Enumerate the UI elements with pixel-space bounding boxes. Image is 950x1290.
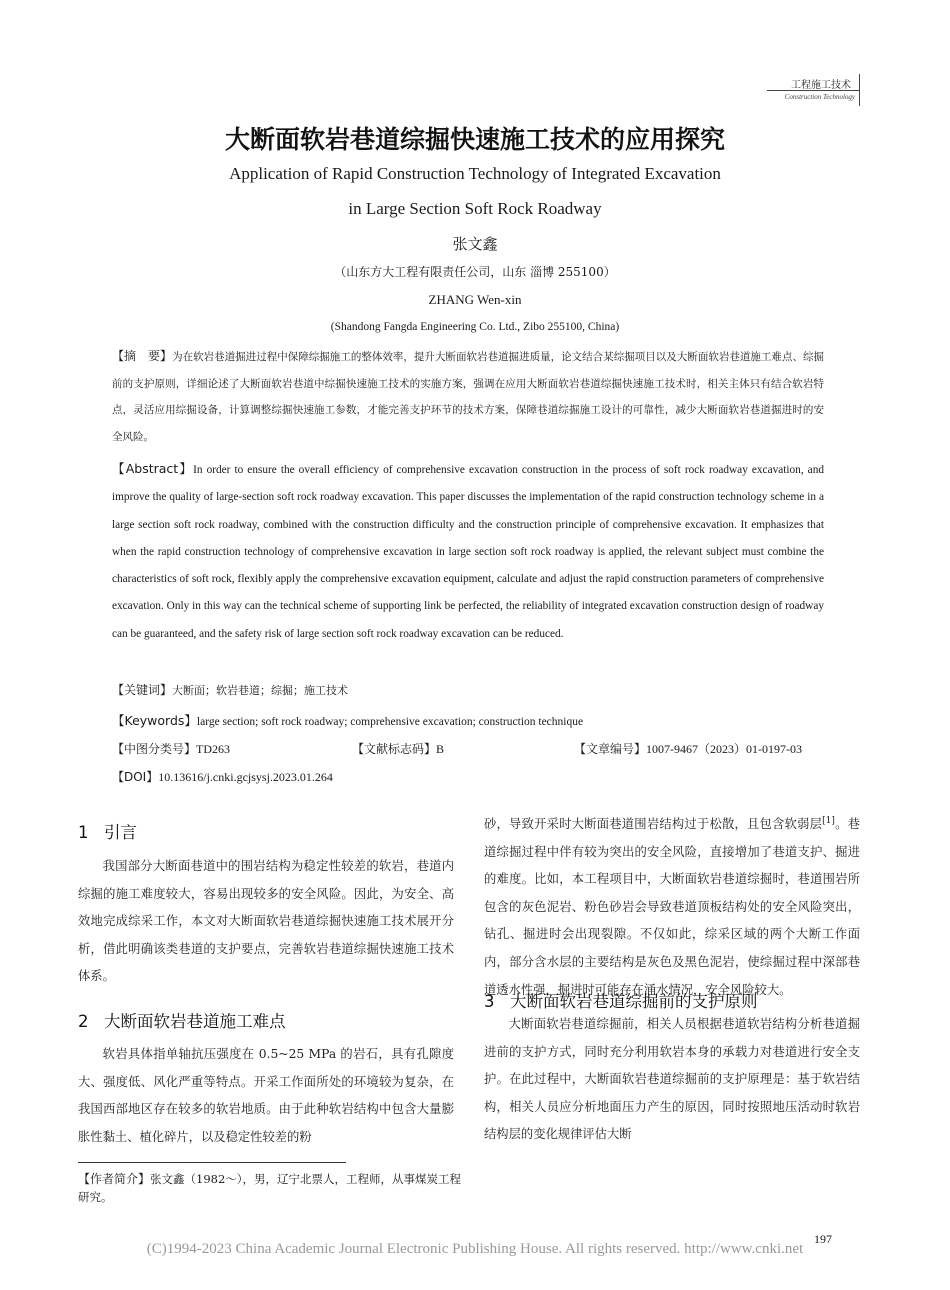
section-3-title: 大断面软岩巷道综掘前的支护原则: [510, 992, 758, 1011]
author-footnote: [78, 1170, 464, 1206]
section-2-heading: [78, 1008, 286, 1032]
abstract-en-text: In order to ensure the overall efficiency of comprehensive excavation construction in the process of soft rock roadway excavation, and improve the quality of large-section soft rock roadway excavation. This paper discusses the implementation of the rapid construction technology scheme in a large section soft rock roadway, combined with the construction difficulty and the construction principle of comprehensive excavation. It emphasizes that when the rapid construction technology of comprehensive excavation in large section soft rock roadway is applied, the relevant subject must combine the characteristics of soft rock, flexibly apply the comprehensive excavation equipment, calculate and adjust the rapid construction parameters of comprehensive excavation. Only in this way can the technical scheme of supporting link be perfected, the reliability of integrated excavation construction design of roadway can be guaranteed, and the safety risk of large section soft rock roadway excavation can be reduced.: [112, 464, 824, 640]
paper-title-en-line2: in Large Section Soft Rock Roadway: [348, 199, 602, 218]
section-2-continued: [484, 808, 860, 1004]
keywords-en-text: large section; soft rock roadway; comprehensive excavation; construction technique: [196, 716, 584, 728]
section-3-body: 大断面软岩巷道综掘前，相关人员根据巷道软岩结构分析巷道掘进前的支护方式，同时充分利用软岩本身的承载力对巷道进行安全支护。在此过程中，大断面软岩巷道综掘前的支护原理是：基于软岩结构，相关人员应分析地面压力产生的原因，同时按照地压活动时软岩结构层的变化规律评估大断: [484, 1017, 860, 1142]
clc-label: 【中图分类号】: [112, 742, 197, 756]
affiliation-en: (Shandong Fangda Engineering Co. Ltd., Zibo 255100, China): [330, 321, 620, 333]
keywords-en: [112, 711, 583, 729]
author-en: ZHANG Wen-xin: [428, 292, 522, 307]
section-2-number: 2: [78, 1012, 89, 1031]
section-2-cont-a: 砂，导致开采时大断面巷道围岩结构过于松散，且包含软弱层: [484, 817, 823, 832]
footnote-label: 【作者简介】: [78, 1172, 151, 1186]
section-2-cont-b: 。巷道综掘过程中伴有较为突出的安全风险，直接增加了巷道支护、掘进的难度。比如，本工程项目中，大断面软岩巷道综掘时，巷道围岩所包含的灰色泥岩、粉色砂岩会导致巷道顶板结构处的安全风险突出，钻孔、掘进时会出现裂隙。不仅如此，综采区域的两个大断工作面内，部分含水层的主要结构是灰色及黑色泥岩，使综掘过程中深部巷道透水性强，掘进时可能存在涌水情况，安全风险较大。: [484, 817, 860, 997]
section-3-number: 3: [484, 992, 495, 1011]
section-2-title: 大断面软岩巷道施工难点: [104, 1012, 286, 1031]
clc-number: [112, 740, 230, 757]
keywords-en-label: 【Keywords】: [112, 713, 197, 728]
author-cn: 张文鑫: [452, 235, 498, 253]
page-number: 197: [814, 1232, 832, 1246]
running-header: [709, 74, 860, 106]
keywords-cn-text: 大断面；软岩巷道；综掘；施工技术: [172, 684, 349, 697]
footnote-divider: [78, 1162, 346, 1163]
article-number-value: 1007-9467（2023）01-0197-03: [646, 742, 803, 756]
section-1-heading: [78, 819, 137, 843]
section-2-body: 软岩具体指单轴抗压强度在 0.5~25 MPa 的岩石，具有孔隙度大、强度低、风化严重等特点。开采工作面所处的环境较为复杂，在我国西部地区存在较多的软岩地质。由于此种软岩结构中包含大量膨胀性黏土、植化碎片，以及稳定性较差的粉: [78, 1047, 454, 1144]
article-number: [574, 740, 802, 757]
abstract-cn: [112, 343, 824, 450]
abstract-en-label: 【Abstract】: [112, 461, 194, 476]
header-column-cn: 工程施工技术: [791, 80, 851, 91]
copyright-footer: (C)1994-2023 China Academic Journal Electronic Publishing House. All rights reserved. http://www.cnki.net: [146, 1241, 804, 1257]
doi: [112, 768, 333, 785]
section-1-number: 1: [78, 823, 89, 842]
section-1-title: 引言: [104, 823, 137, 842]
doi-label: 【DOI】: [112, 770, 159, 784]
doc-code-label: 【文献标志码】: [352, 742, 437, 756]
doc-code-value: B: [436, 742, 445, 756]
header-column-en: Construction Technology: [784, 93, 855, 101]
keywords-cn-label: 【关键词】: [112, 683, 173, 697]
affiliation-cn: （山东方大工程有限责任公司，山东 淄博 255100）: [334, 265, 616, 279]
abstract-cn-label: 【摘 要】: [112, 349, 173, 363]
citation-1[interactable]: [1]: [822, 816, 835, 826]
footnote-text: 张文鑫（1982～），男，辽宁北票人，工程师，从事煤炭工程研究。: [78, 1172, 462, 1204]
section-1-body: 我国部分大断面巷道中的围岩结构为稳定性较差的软岩，巷道内综掘的施工难度较大，容易出现较多的安全风险。因此，为安全、高效地完成综采工作，本文对大断面软岩巷道综掘快速施工技术展开分析，借此明确该类巷道的支护要点，完善软岩巷道综掘快速施工技术体系。: [78, 859, 454, 984]
doi-link[interactable]: 10.13616/j.cnki.gcjsysj.2023.01.264: [158, 770, 333, 784]
abstract-en: [112, 455, 824, 648]
article-number-label: 【文章编号】: [574, 742, 647, 756]
paper-title-cn: 大断面软岩巷道综掘快速施工技术的应用探究: [224, 125, 725, 154]
abstract-cn-text: 为在软岩巷道掘进过程中保障综掘施工的整体效率，提升大断面软岩巷道掘进质量，论文结合某综掘项目以及大断面软岩巷道施工难点、综掘前的支护原则，详细论述了大断面软岩巷道中综掘快速施工技术的实施方案，强调在应用大断面软岩巷道综掘快速施工技术时，相关主体只有结合软岩特点，灵活应用综掘设备，计算调整综掘快速施工参数，才能完善支护环节的技术方案，保障巷道综掘施工设计的可靠性，减少大断面软岩巷道掘进时的安全风险。: [112, 351, 824, 443]
clc-value: TD263: [196, 742, 231, 756]
section-3-heading: [484, 988, 758, 1012]
keywords-cn: [112, 681, 348, 698]
document-code: [352, 740, 444, 757]
header-divider: [767, 90, 859, 91]
paper-title-en-line1: Application of Rapid Construction Technology of Integrated Excavation: [229, 164, 721, 183]
